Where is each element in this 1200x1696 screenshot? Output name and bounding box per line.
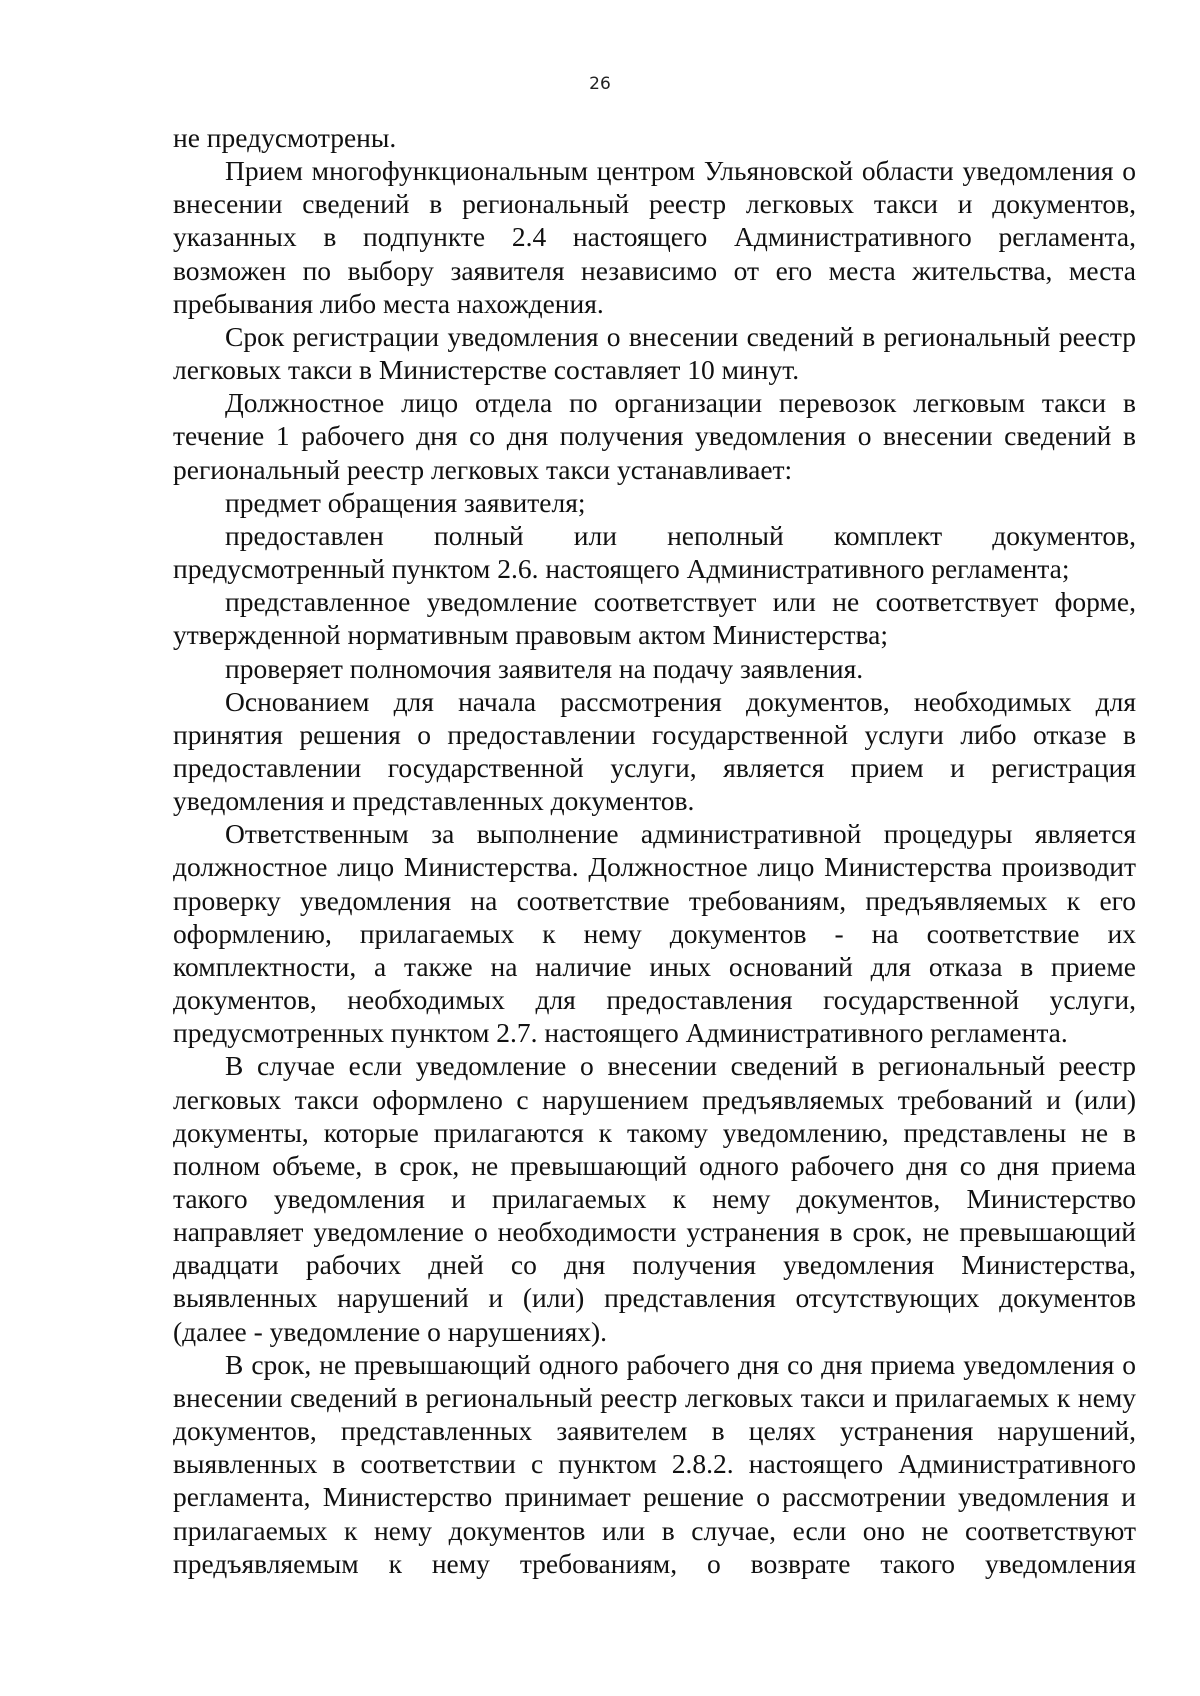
paragraph-responsible-official: Ответственным за выполнение административной процедуры является должностное лицо Министерства. Должностное лицо Министерства производит проверку уведомления на соответствие требованиям, предъявляемых к его оформлению, прилагаемых к нему документов - на соответствие их комплектности, а также на наличие иных оснований для отказа в приеме документов, необходимых для предоставления государственной услуги, предусмотренных пунктом 2.7. настоящего Административного регламента.	[173, 818, 1136, 1049]
list-item-authority-check: проверяет полномочия заявителя на подачу заявления.	[225, 652, 864, 684]
list-item-form-compliance: представленное уведомление соответствует или не соответствует форме, утвержденной нормативным правовым актом Министерства;	[173, 586, 1136, 651]
paragraph-official-establishes: Должностное лицо отдела по организации перевозок легковым такси в течение 1 рабочего дня со дня получения уведомления о внесении сведений в региональный реестр легковых такси устанавливает:	[173, 387, 1136, 485]
paragraph-violations-case: В случае если уведомление о внесении сведений в региональный реестр легковых такси оформлено с нарушением предъявляемых требований и (или) документы, которые прилагаются к такому уведомлению, представлены не в полном объеме, в срок, не превышающий одного рабочего дня со дня приема такого уведомления и прилагаемых к нему документов, Министерство направляет уведомление о необходимости устранения в срок, не превышающий двадцати рабочих дней со дня получения уведомления Министерства, выявленных нарушений и (или) представления отсутствующих документов (далее - уведомление о нарушениях).	[173, 1050, 1136, 1347]
paragraph-decision-term: В срок, не превышающий одного рабочего дня со дня приема уведомления о внесении сведений в региональный реестр легковых такси и прилагаемых к нему документов, представленных заявителем в целях устранения нарушений, выявленных в соответствии с пунктом 2.8.2. настоящего Административного регламента, Министерство принимает решение о рассмотрении уведомления и прилагаемых к нему документов или в случае, если оно не соответствуют предъявляемым к нему требованиям, о возврате такого уведомления	[173, 1348, 1136, 1579]
paragraph-mfc-reception: Прием многофункциональным центром Ульяновской области уведомления о внесении сведений в региональный реестр легковых такси и документов, указанных в подпункте 2.4 настоящего Административного регламента, возможен по выбору заявителя независимо от его места жительства, места пребывания либо места нахождения.	[173, 155, 1136, 319]
paragraph-grounds: Основанием для начала рассмотрения документов, необходимых для принятия решения о предоставлении государственной услуги либо отказе в предоставлении государственной услуги, является прием и регистрация уведомления и представленных документов.	[173, 685, 1136, 817]
paragraph-registration-term: Срок регистрации уведомления о внесении сведений в региональный реестр легковых такси в Министерстве составляет 10 минут.	[173, 320, 1136, 386]
paragraph-continuation: не предусмотрены.	[173, 122, 397, 153]
list-item-documents-set: предоставлен полный или неполный комплект документов, предусмотренный пунктом 2.6. настоящего Административного регламента;	[173, 519, 1136, 585]
document-body	[173, 121, 1136, 1580]
list-item-subject: предмет обращения заявителя;	[225, 486, 586, 518]
page-number: 26	[589, 74, 611, 94]
